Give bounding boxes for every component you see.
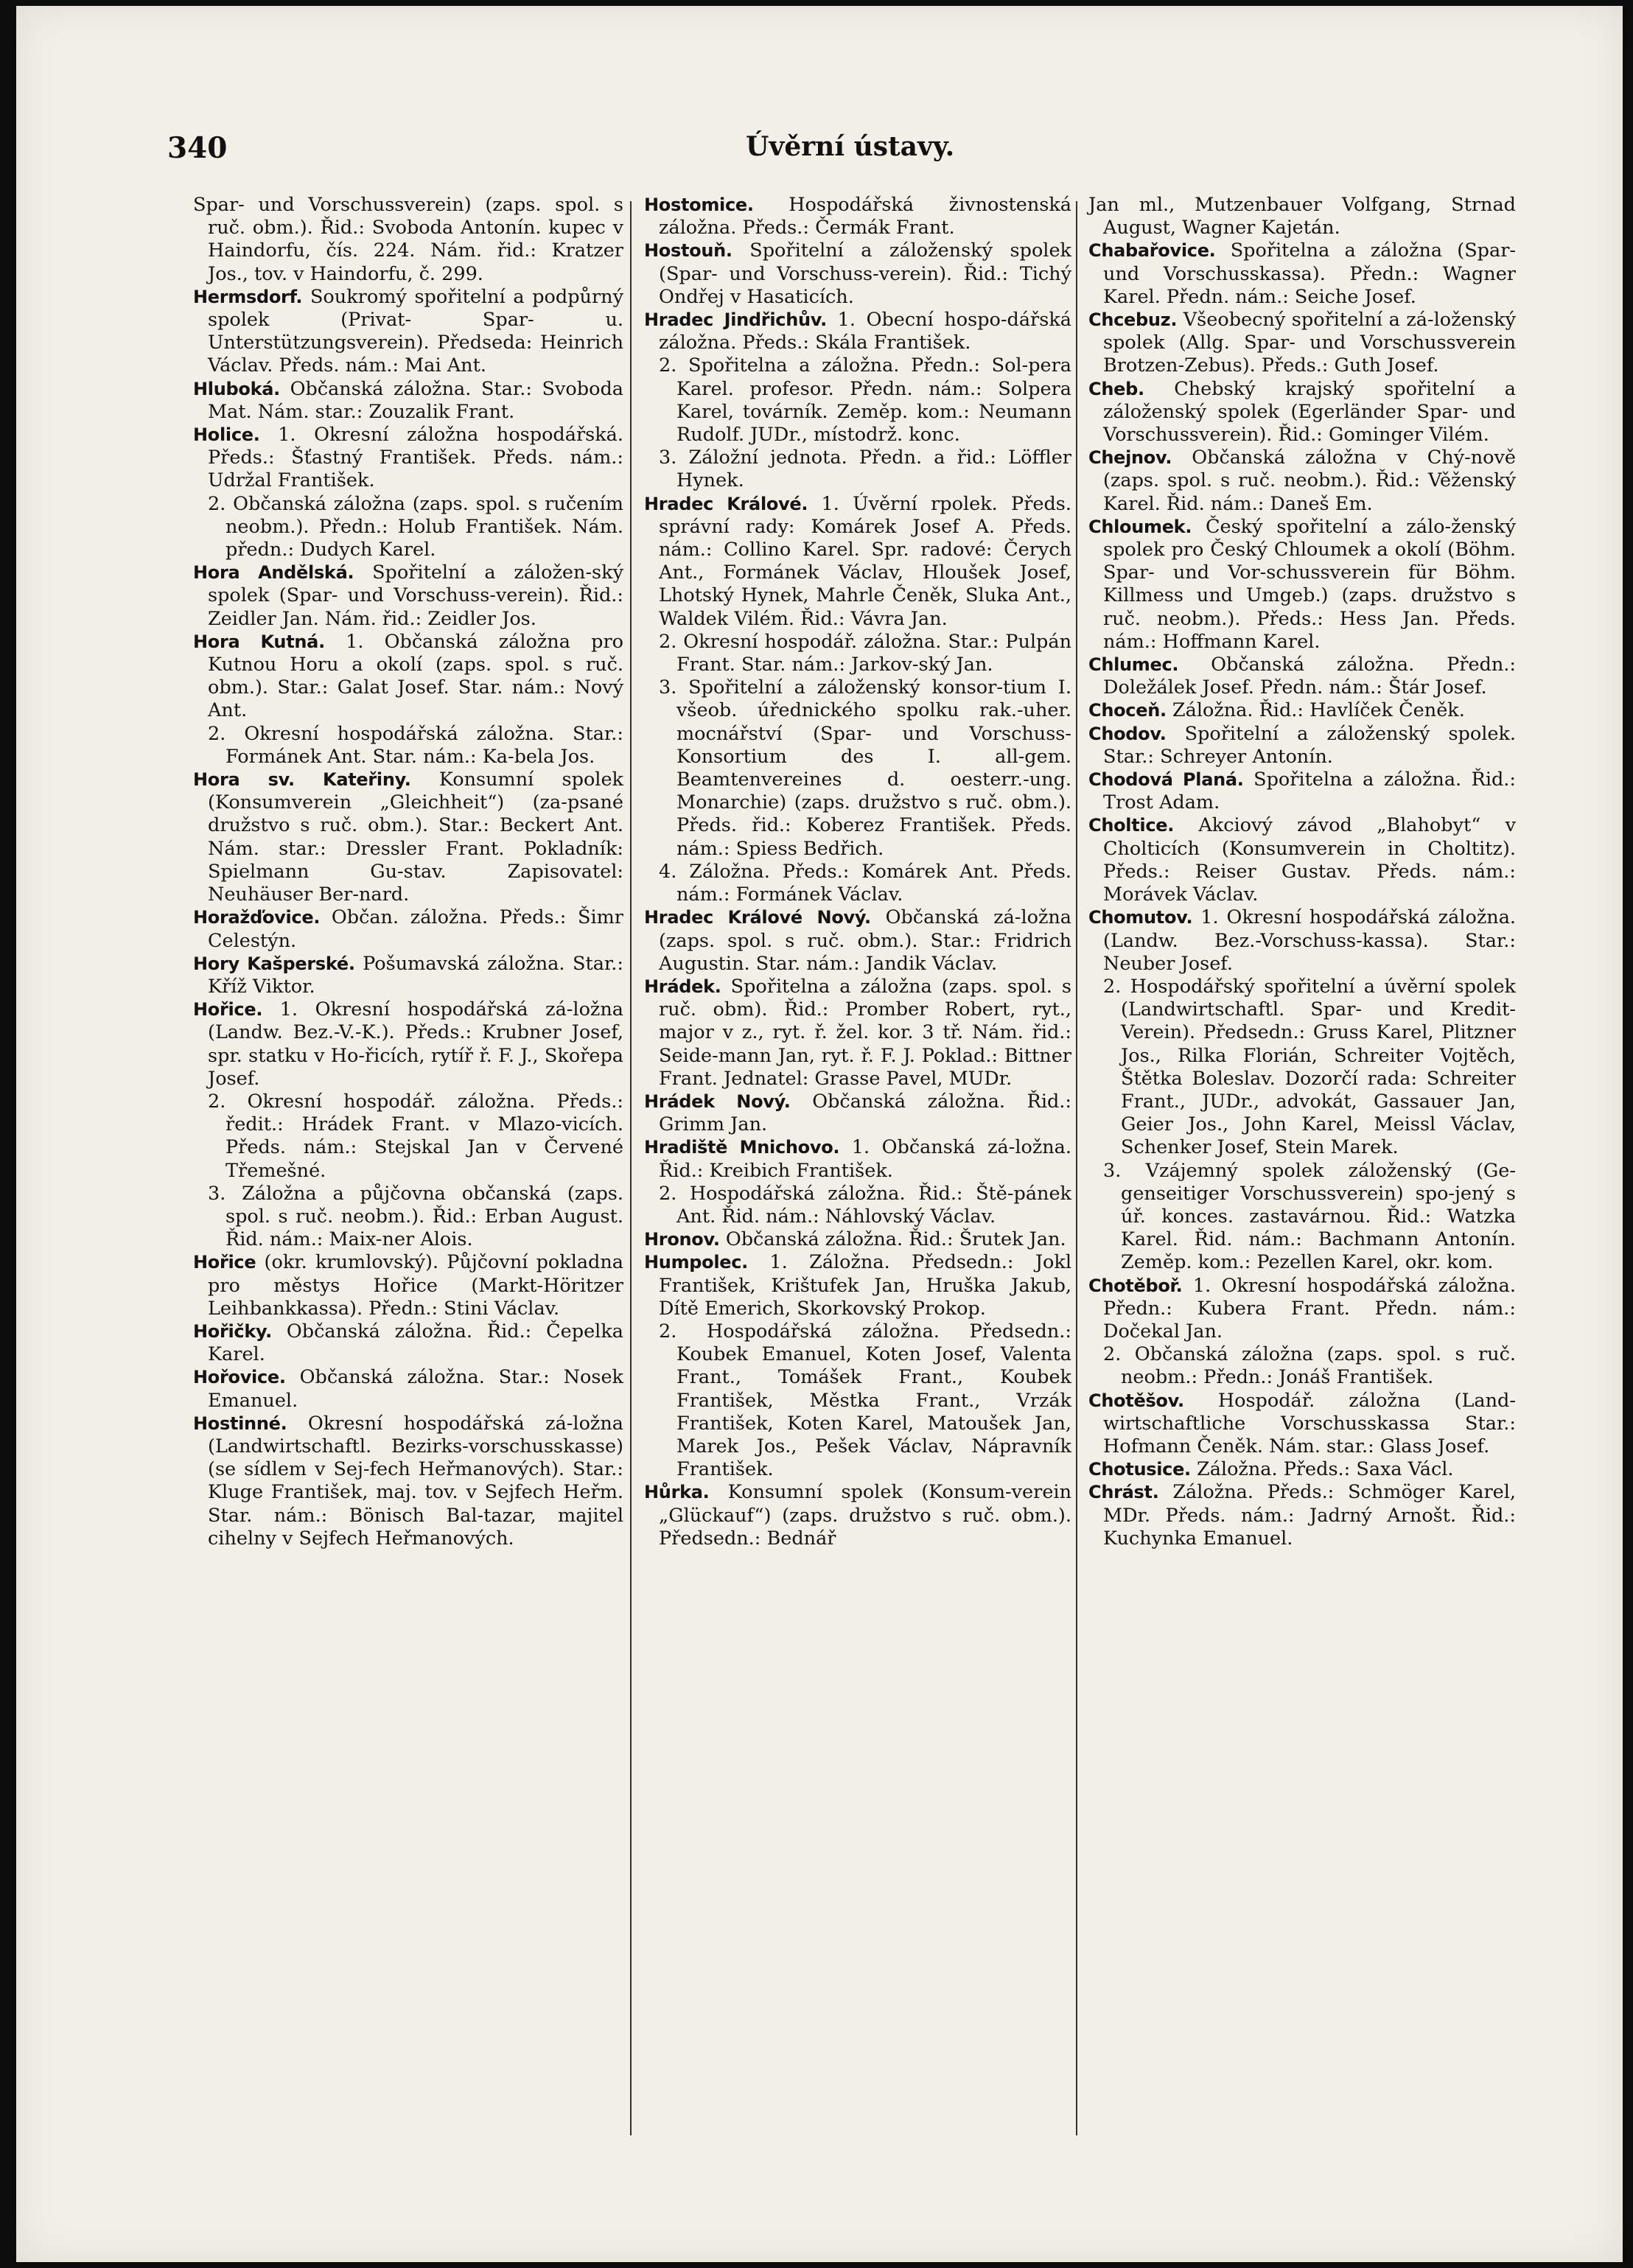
entry-text: (okr. krumlovský). Půjčovní pokladna pro městys Hořice (Markt-Höritzer Leihbankkassa). Předn.: Stini Václav. — [208, 1251, 624, 1320]
entry-text: 2. Hospodářská záložna. Předsedn.: Koubek Emanuel, Koten Josef, Valenta Frant., Tomášek Frant., Koubek František, Městka Frant., Vrzák František, Koten Karel, Matoušek Jan, Marek Jos., Pešek Václav, Nápravník František. — [659, 1320, 1071, 1481]
entry-text: Všeobecný spořitelní a zá-loženský spolek (Allg. Spar- und Vorschussverein Brotzen-Zebus). Předs.: Guth Josef. — [1103, 309, 1517, 377]
directory-entry — [193, 906, 623, 952]
entry-place-name: Hostomice. — [644, 195, 754, 215]
entry-place-name: Hostouň. — [644, 240, 732, 262]
entry-place-name: Hořovice. — [193, 1367, 286, 1388]
entry-text: Občanská záložna. Řid.: Čepelka Karel. — [208, 1320, 623, 1366]
entry-text: 3. Záložna a půjčovna občanská (zaps. spol. s ruč. neobm.). Řid.: Erban August. Řid. nám.: Maix-ner Alois. — [208, 1182, 623, 1251]
entry-text: Pošumavská záložna. Star.: Kříž Viktor. — [208, 952, 623, 998]
entry-text: 2. Hospodářská záložna. Řid.: Ště-pánek Ant. Řid. nám.: Náhlovský Václav. — [659, 1182, 1071, 1228]
entry-text: 4. Záložna. Předs.: Komárek Ant. Předs. nám.: Formánek Václav. — [659, 860, 1071, 906]
directory-entry — [644, 1320, 1071, 1481]
directory-entry — [1088, 1458, 1516, 1481]
entry-text: 2. Spořitelna a záložna. Předn.: Sol-pera Karel. profesor. Předn. nám.: Solpera Karel, továrník. Zeměp. kom.: Neumann Rudolf. JUDr., místodrž. konc. — [659, 354, 1071, 447]
entry-place-name: Chodová Planá. — [1088, 769, 1244, 791]
directory-entry — [1088, 1275, 1516, 1344]
directory-entry — [1088, 1343, 1516, 1389]
directory-entry — [644, 676, 1071, 861]
entry-place-name: Cheb. — [1088, 378, 1144, 399]
directory-entry — [193, 631, 623, 723]
directory-entry — [193, 998, 623, 1091]
directory-entry — [1088, 378, 1516, 447]
entry-text: Jan ml., Mutzenbauer Volfgang, Strnad August, Wagner Kajetán. — [1088, 194, 1516, 239]
column-divider — [630, 201, 632, 2135]
entry-place-name: Chlumec. — [1088, 654, 1179, 676]
directory-entry — [193, 194, 623, 286]
entry-text: Spořitelna a záložna (zaps. spol. s ruč. obm). Řid.: Promber Robert, ryt., major v z., ryt. ř. žel. kor. 3 tř. Nám. řid.: Seide-mann Jan, ryt. ř. F. J. Poklad.: Bittner Frant. Jednatel: Grasse Pavel, MUDr. — [659, 975, 1072, 1090]
directory-entry — [644, 493, 1071, 631]
entry-text: Záložna. Řid.: Havlíček Čeněk. — [1172, 699, 1465, 722]
entry-text: 2. Občanská záložna (zaps. spol. s ruč. neobm.: Předn.: Jonáš František. — [1103, 1343, 1516, 1389]
directory-entry — [1088, 723, 1516, 769]
entry-place-name: Hora Kutná. — [193, 631, 325, 652]
entry-place-name: Chrást. — [1088, 1482, 1159, 1503]
entry-text: 1. Záložna. Předsedn.: Jokl František, Krištufek Jan, Hruška Jakub, Dítě Emerich, Skorkovský Prokop. — [659, 1251, 1072, 1320]
entry-text: 2. Hospodářský spořitelní a úvěrní spolek (Landwirtschaftl. Spar- und Kredit-Verein). Předsedn.: Gruss Karel, Plitzner Jos., Rilka Florián, Schreiter Vojtěch, Štětka Boleslav. Dozorčí rada: Schreiter Frant., JUDr., advokát, Gassauer Jan, Geier Jos., John Karel, Meissl Václav, Schenker Josef, Stein Marek. — [1103, 975, 1516, 1159]
text-column-left — [193, 194, 623, 1550]
directory-entry — [193, 769, 623, 906]
directory-entry — [1088, 239, 1516, 309]
entry-text: Konsumní spolek (Konsum-verein „Glückauf“) (zaps. družstvo s ruč. obm.). Předsedn.: Bednář — [659, 1481, 1071, 1550]
entry-text: Hospodářská živnostenská záložna. Předs.: Čermák Frant. — [659, 194, 1072, 239]
directory-entry — [1088, 699, 1516, 722]
entry-text: Soukromý spořitelní a podpůrný spolek (Privat- Spar- u. Unterstützungsverein). Předseda: Heinrich Václav. Předs. nám.: Mai Ant. — [208, 285, 623, 377]
entry-place-name: Chomutov. — [1088, 907, 1193, 928]
directory-entry — [1088, 309, 1516, 378]
entry-place-name: Hořičky. — [193, 1320, 272, 1342]
directory-entry — [1088, 906, 1516, 976]
directory-entry — [193, 1366, 623, 1412]
entry-text: Občanská záložna. Star.: Svoboda Mat. Nám. star.: Zouzalik Frant. — [208, 377, 623, 423]
directory-entry — [1088, 194, 1516, 239]
entry-place-name: Hořice. — [193, 999, 263, 1021]
directory-entry — [1088, 976, 1516, 1160]
directory-entry — [1088, 1160, 1516, 1275]
entry-text: 2. Občanská záložna (zaps. spol. s ručením neobm.). Předn.: Holub František. Nám. předn.: Dudych Karel. — [208, 492, 623, 561]
directory-entry — [1088, 1390, 1516, 1459]
entry-place-name: Hořice — [193, 1252, 256, 1273]
entry-place-name: Hrádek. — [644, 976, 721, 997]
entry-text: Občanská záložna. Předn.: Doležálek Josef. Předn. nám.: Štár Josef. — [1103, 654, 1516, 699]
entry-text: Občanská zá-ložna (zaps. spol. s ruč. obm.). Star.: Fridrich Augustin. Star. nám.: Jandik Václav. — [659, 906, 1072, 975]
directory-entry — [644, 239, 1071, 309]
entry-place-name: Chcebuz. — [1088, 309, 1178, 331]
entry-text: 2. Okresní hospodářská záložna. Star.: Formánek Ant. Star. nám.: Ka-bela Jos. — [208, 722, 623, 768]
directory-entry — [644, 447, 1071, 492]
entry-place-name: Hronov. — [644, 1229, 720, 1250]
page-number: 340 — [167, 131, 228, 165]
column-divider — [1076, 201, 1077, 2135]
directory-entry — [193, 561, 623, 631]
directory-entry — [193, 286, 623, 378]
text-column-right — [1088, 194, 1516, 1550]
page-header — [16, 131, 1623, 175]
entry-text: Občanská záložna. Řid.: Grimm Jan. — [659, 1090, 1071, 1136]
directory-entry — [193, 723, 623, 769]
entry-place-name: Hora Andělská. — [193, 562, 354, 584]
entry-text: 1. Okresní záložna hospodářská. Předs.: Šťastný František. Předs. nám.: Udržal František. — [208, 424, 623, 492]
book-page — [16, 6, 1623, 2262]
entry-place-name: Horažďovice. — [193, 907, 321, 928]
entry-text: 3. Vzájemný spolek záloženský (Ge-genseitiger Vorschussverein) spo-jený s úř. konces. zastavárnou. Řid.: Watzka Karel. Řid. nám.: Bachmann Antonín. Zeměp. kom.: Pezellen Karel, okr. kom. — [1103, 1159, 1516, 1274]
entry-text: 3. Záložní jednota. Předn. a řid.: Löffler Hynek. — [659, 447, 1071, 492]
entry-place-name: Chotusice. — [1088, 1459, 1191, 1480]
entry-text: 2. Okresní hospodář. záložna. Předs.: ředit.: Hrádek Frant. v Mlazo-vicích. Předs. nám.: Stejskal Jan v Červené Třemešné. — [208, 1090, 623, 1182]
entry-place-name: Hora sv. Kateřiny. — [193, 769, 411, 791]
directory-entry — [644, 1251, 1071, 1320]
directory-entry — [644, 1136, 1071, 1182]
directory-entry — [193, 1413, 623, 1550]
directory-entry — [644, 354, 1071, 447]
entry-place-name: Chloumek. — [1088, 516, 1192, 537]
entry-place-name: Hermsdorf. — [193, 286, 303, 307]
entry-place-name: Hradiště Mnichovo. — [644, 1137, 840, 1158]
directory-entry — [1088, 516, 1516, 654]
directory-entry — [644, 1228, 1071, 1251]
entry-text: 1. Občanská zá-ložna. Řid.: Kreibich František. — [659, 1136, 1071, 1182]
directory-entry — [644, 1091, 1071, 1136]
entry-text: Český spořitelní a zálo-ženský spolek pro Český Chloumek a okolí (Böhm. Spar- und Vor-schussverein für Böhm. Killmess und Umgeb.) (zaps. družstvo s ruč. neobm.). Předs.: Hess Jan. Předs. nám.: Hoffmann Karel. — [1103, 515, 1516, 653]
directory-entry — [193, 1251, 623, 1320]
entry-place-name: Hrádek Nový. — [644, 1091, 791, 1112]
entry-text: Občan. záložna. Předs.: Šimr Celestýn. — [208, 906, 624, 952]
directory-entry — [644, 1481, 1071, 1550]
entry-text: Spořitelna a záložna. Řid.: Trost Adam. — [1103, 769, 1516, 814]
directory-entry — [193, 1320, 623, 1366]
directory-entry — [193, 493, 623, 562]
directory-entry — [644, 631, 1071, 676]
entry-place-name: Holice. — [193, 424, 260, 446]
directory-entry — [644, 194, 1071, 239]
directory-entry — [644, 976, 1071, 1091]
directory-entry — [1088, 447, 1516, 516]
entry-place-name: Chodov. — [1088, 723, 1167, 744]
entry-text: 1. Okresní hospodářská záložna. Předn.: Kubera Frant. Předn. nám.: Dočekal Jan. — [1103, 1274, 1516, 1343]
entry-place-name: Hůrka. — [644, 1482, 710, 1503]
entry-place-name: Humpolec. — [644, 1252, 748, 1273]
entry-place-name: Chabařovice. — [1088, 240, 1216, 262]
entry-place-name: Chotěšov. — [1088, 1390, 1184, 1411]
running-title: Úvěrní ústavy. — [746, 131, 955, 162]
entry-place-name: Choceň. — [1088, 700, 1167, 721]
directory-entry — [1088, 654, 1516, 699]
entry-text: 2. Okresní hospodář. záložna. Star.: Pulpán Frant. Star. nám.: Jarkov-ský Jan. — [659, 630, 1071, 676]
directory-entry — [644, 906, 1071, 976]
entry-place-name: Hradec Králové. — [644, 493, 808, 514]
entry-text: Akciový závod „Blahobyt“ v Cholticích (Konsumverein in Choltitz). Předs.: Reiser Gustav. Předs. nám.: Morávek Václav. — [1103, 814, 1517, 906]
entry-text: Okresní hospodářská zá-ložna (Landwirtschaftl. Bezirks-vorschusskasse) (se sídlem v Sej-fech Heřmanových). Star.: Kluge František, maj. tov. v Sejfech Heřm. Star. nám.: Bönisch Bal-tazar, majitel cihelny v Sejfech Heřmanových. — [208, 1412, 623, 1550]
entry-place-name: Chejnov. — [1088, 447, 1172, 469]
directory-entry — [193, 424, 623, 493]
entry-text: 1. Obecní hospo-dářská záložna. Předs.: Skála František. — [659, 309, 1071, 354]
entry-place-name: Hory Kašperské. — [193, 953, 355, 974]
directory-entry — [1088, 814, 1516, 906]
entry-text: Spar- und Vorschussverein) (zaps. spol. s ruč. obm.). Řid.: Svoboda Antonín. kupec v Haindorfu, čís. 224. Nám. řid.: Kratzer Jos., tov. v Haindorfu, č. 299. — [193, 194, 623, 285]
directory-entry — [193, 1091, 623, 1183]
entry-place-name: Hradec Jindřichův. — [644, 309, 827, 331]
entry-place-name: Hluboká. — [193, 378, 280, 399]
entry-text: Občanská záložna. Star.: Nosek Emanuel. — [208, 1366, 623, 1412]
entry-place-name: Hradec Králové Nový. — [644, 907, 871, 928]
entry-text: Konsumní spolek (Konsumverein „Gleichheit“) (za-psané družstvo s ruč. obm.). Star.: Beckert Ant. Nám. star.: Dressler Frant. Pokladník: Spielmann Gu-stav. Zapisovatel: Neuhäuser Ber-nard. — [208, 769, 623, 906]
directory-entry — [193, 378, 623, 424]
entry-text: Občanská záložna. Řid.: Šrutek Jan. — [725, 1228, 1066, 1251]
directory-entry — [193, 953, 623, 998]
entry-text: Spořitelna a záložna (Spar- und Vorschusskassa). Předn.: Wagner Karel. Předn. nám.: Seiche Josef. — [1103, 239, 1516, 308]
directory-entry — [1088, 769, 1516, 814]
directory-entry — [193, 1183, 623, 1252]
entry-text: 1. Občanská záložna pro Kutnou Horu a okolí (zaps. spol. s ruč. obm.). Star.: Galat Josef. Star. nám.: Nový Ant. — [208, 630, 623, 722]
entry-text: Chebský krajský spořitelní a záloženský spolek (Egerländer Spar- und Vorschussverein). Řid.: Gominger Vilém. — [1103, 377, 1517, 447]
entry-text: Spořitelní a záloženský spolek. Star.: Schreyer Antonín. — [1103, 722, 1517, 768]
entry-text: Hospodář. záložna (Land-wirtschaftliche Vorschusskassa Star.: Hofmann Čeněk. Nám. star.: Glass Josef. — [1103, 1389, 1516, 1457]
entry-place-name: Hostinné. — [193, 1413, 287, 1434]
entry-place-name: Choltice. — [1088, 815, 1175, 836]
directory-entry — [644, 309, 1071, 354]
directory-entry — [644, 861, 1071, 906]
directory-entry — [644, 1183, 1071, 1228]
entry-text: Záložna. Předs.: Saxa Václ. — [1197, 1458, 1454, 1481]
entry-text: 1. Úvěrní rpolek. Předs. správní rady: Komárek Josef A. Předs. nám.: Collino Karel. Spr. radové: Čerych Ant., Formánek Václav, Hloušek Josef, Lhotský Hynek, Mahrle Čeněk, Sluka Ant., Waldek Vilém. Řid.: Vávra Jan. — [659, 492, 1071, 630]
entry-text: Spořitelní a záložen-ský spolek (Spar- und Vorschuss-verein). Řid.: Zeidler Jan. Nám. řid.: Zeidler Jos. — [208, 561, 623, 630]
entry-text: 1. Okresní hospodářská záložna. (Landw. Bez.-Vorschuss-kassa). Star.: Neuber Josef. — [1103, 906, 1517, 975]
entry-text: 1. Okresní hospodářská zá-ložna (Landw. Bez.-V.-K.). Předs.: Krubner Josef, spr. statku v Ho-řicích, rytíř ř. F. J., Skořepa Josef. — [208, 998, 623, 1090]
entry-text: Záložna. Předs.: Schmöger Karel, MDr. Předs. nám.: Jadrný Arnošt. Řid.: Kuchynka Emanuel. — [1103, 1481, 1516, 1550]
text-column-middle — [644, 194, 1071, 1550]
entry-text: Občanská záložna v Chý-nově (zaps. spol. s ruč. neobm.). Řid.: Věženský Karel. Řid. nám.: Daneš Em. — [1103, 447, 1516, 515]
entry-text: Spořitelní a záloženský spolek (Spar- und Vorschuss-verein). Řid.: Tichý Ondřej v Hasaticích. — [659, 239, 1071, 308]
directory-entry — [1088, 1481, 1516, 1550]
entry-place-name: Chotěboř. — [1088, 1275, 1183, 1296]
entry-text: 3. Spořitelní a záloženský konsor-tium I. všeob. úřednického spolku rak.-uher. mocnářství (Spar- und Vorschuss-Konsortium des I. all-gem. Beamtenvereines d. oesterr.-ung. Monarchie) (zaps. družstvo s ruč. obm.). Předs. řid.: Koberez František. Předs. nám.: Spiess Bedřich. — [659, 676, 1071, 860]
